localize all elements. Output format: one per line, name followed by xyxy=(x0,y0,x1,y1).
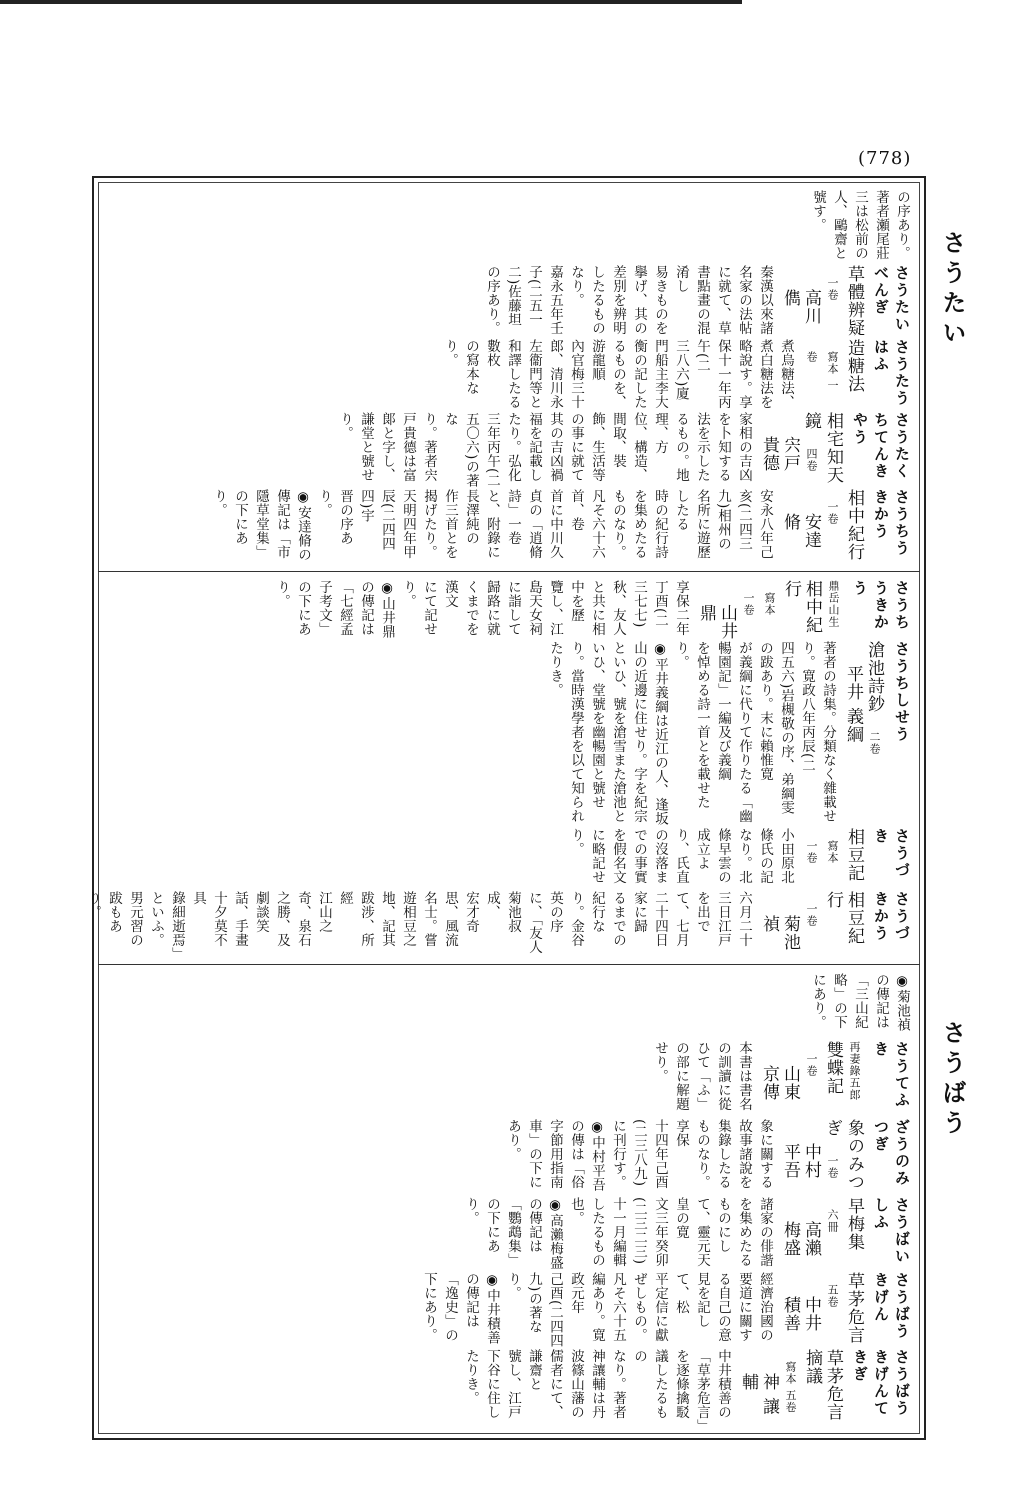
entry-title-prefix: 鼎岳山生 xyxy=(827,580,840,628)
entry-title: 雙蝶記 xyxy=(823,1041,843,1096)
entry-body-line: 號し、江戸下谷に住したりき。 xyxy=(463,1349,521,1420)
band-divider-1 xyxy=(98,571,920,572)
entry-title-line xyxy=(758,412,843,490)
running-head-top: さうたい xyxy=(938,230,967,350)
entry-title-line xyxy=(800,828,864,891)
entry-body-line: 福を記載したり。弘化三年丙午(二五〇六)の著な xyxy=(442,411,542,488)
entry-body-line: 煮烏糖法、煮白糖法を略說す。享保十一年丙午(二 xyxy=(694,339,794,410)
entry-author: 菊池 禎 xyxy=(759,915,800,952)
entry-title-line xyxy=(779,1272,864,1350)
entry-body-line: 己酉(二四四九)の著なり。 xyxy=(505,1271,563,1348)
entry-title: 相宅知天鏡 xyxy=(801,411,843,484)
entry-body-line: 平定信に獻ぜしもの。凡そ六十五編あり。寛政元年 xyxy=(568,1271,668,1342)
entry-body-line: 諸家の俳諧を集めたるものにして、靈元天皇の寛 xyxy=(673,1197,773,1268)
entry-body-line: 小田原北條氏の記なり。北條早雲の成立より、氏直 xyxy=(673,828,794,884)
dictionary-entry xyxy=(112,828,912,891)
entry-heading: さうづき xyxy=(872,828,911,879)
entry-heading: さうたいべんぎ xyxy=(872,264,911,333)
entry-title-line xyxy=(800,339,864,412)
entry-volumes: 六冊 xyxy=(826,1209,839,1234)
entry-body-line: 享保二年丁酉(二三七七)秋、友人と共に相中を歷 xyxy=(568,580,689,636)
entry-body-line: 安永八年己亥(二四三九)相州の名所に遊歷したる xyxy=(673,489,773,560)
entry-body-line: 四五六)岩槻敬の序、弟綱雯の跋あり。末に賴惟寛 xyxy=(757,640,794,815)
entry-body-line: 江山之奇、泉石之勝、及劇談笑話、手畫十夕莫不具 xyxy=(190,891,332,948)
entry-body-line: の寫本なり。 xyxy=(442,339,479,396)
entry-volumes: 寫本 五卷 xyxy=(784,1361,797,1414)
entry-body-line: るまでの紀行なり。金谷英の序に、「友人菊池叔成、 xyxy=(484,891,626,955)
entry-title-line xyxy=(779,1119,864,1197)
entry-author: 宍戸 貴德 xyxy=(759,435,800,472)
dictionary-entry xyxy=(112,339,912,412)
entry-volumes: 一卷 xyxy=(826,501,839,526)
entry-note: ◉中井積善の傳記は「逸史」の下にあり。 xyxy=(421,1271,500,1345)
entry-title: 滄池詩鈔 xyxy=(864,640,884,713)
entry-body-line: にて記せり。 xyxy=(400,580,437,636)
entry-title-line xyxy=(779,489,864,564)
entry-title: 草茅危言摘議 xyxy=(802,1349,843,1422)
entry-title: 相中紀行 xyxy=(844,489,864,562)
entry-title: 相豆紀行 xyxy=(823,891,864,946)
dictionary-entry xyxy=(112,412,912,490)
dictionary-entry xyxy=(85,891,912,957)
entry-volumes: 一卷 xyxy=(826,276,839,301)
dictionary-entry xyxy=(112,1041,912,1119)
entry-note: ◉安逹脩の傳記は「市隱草堂集」の下にあり。 xyxy=(211,489,311,562)
entry-heading: さうづきかう xyxy=(872,891,911,943)
entry-heading: さうちうきかう xyxy=(851,580,911,631)
entry-volumes: 二卷 xyxy=(868,731,881,756)
dictionary-entry xyxy=(112,1272,912,1350)
entry-title-line xyxy=(779,265,864,340)
entry-volumes: 一卷 xyxy=(805,903,818,928)
entry-body-line: なり。著者神讓輔は丹波篠山藩の儒者にて、謙齋と xyxy=(526,1349,626,1420)
entry-body-line: の沒落までの事實を假名文に略記せり。 xyxy=(568,828,668,884)
band-top xyxy=(104,190,912,564)
entry-heading: さうちしせう xyxy=(893,640,911,743)
entry-body-line: 作三首とを揭げたり。天明四年甲辰(二四四四)宇 xyxy=(358,489,458,560)
entry-body-line: り。著者宍戸貴德は富郞と字し、謙堂と號せり。 xyxy=(337,411,437,482)
entry-note: ◉平井義綱は近江の人、逢坂山の近邊に住せり。字を紀宗といひ、號を滄雪また滄池といひ、堂號を幽暢園と號せり。當時漢學者を以て知られたりき。 xyxy=(547,640,668,826)
entry-body-line: 首に中川久貞の「逍脩詩」一卷と、附錄に長澤純の xyxy=(463,489,563,560)
dictionary-entry xyxy=(112,1197,912,1271)
entry-body-line: 六月二十三日江戸を出でて、七月二十四日家に歸 xyxy=(631,891,752,948)
entry-body-line: 著者の詩集。分類なく雜載せり。寛政八年丙辰(二 xyxy=(799,640,836,823)
entry-body-line: 位、構造、間取、裝飾、生活等の事に就て其の吉凶禍 xyxy=(547,411,647,482)
entry-title-line xyxy=(779,1197,864,1271)
dictionary-entry xyxy=(112,580,912,641)
entry-title: 早梅集 xyxy=(844,1197,864,1252)
entry-body-line: 宏才奇思、風流名士。嘗遊相豆之地、記其跋涉、所經 xyxy=(337,891,479,948)
entry-author: 高川 儁 xyxy=(780,288,821,325)
entry-body-line: 三八六)廈門船主李大衡の記したるものを、游龍順 xyxy=(589,339,689,410)
entry-volumes: 一卷 xyxy=(805,1053,818,1078)
entry-body-line: 象に關する故事諸說を集錄したるものなり。享保 xyxy=(673,1118,773,1189)
entry-note: ◉高瀨梅盛の傳記は「鸚鵡集」の下にあり。 xyxy=(463,1197,563,1270)
entry-title: 象のみつぎ xyxy=(822,1118,864,1191)
entry-author: 神 讓輔 xyxy=(738,1373,779,1416)
entry-body-line: 文三年癸卯(二三二三)十一月編輯したるもの也。 xyxy=(568,1197,668,1268)
entry-body-line: 本書は書名の訓讀に從ひて「ふ」の部に解題せり。 xyxy=(652,1041,752,1112)
entry-body-line: 家相の吉凶を卜知する法を示したるもの。地理、方 xyxy=(652,411,752,482)
entry-heading: さうてふき xyxy=(872,1041,911,1110)
entry-author: 高瀨 梅盛 xyxy=(780,1221,821,1258)
entry-title-prefix: 再妻錄五郎 xyxy=(848,1041,861,1102)
dictionary-entry xyxy=(112,1119,912,1197)
entry-body-line: 秦漢以來諸名家の法帖に就て、草書點畫の混淆し xyxy=(673,264,773,335)
entry-author: 中井 積善 xyxy=(780,1295,821,1332)
entry-volumes: 五卷 xyxy=(826,1283,839,1308)
entry-body-line: 嘉永五年壬子(二五一二)佐藤坦の序あり。 xyxy=(484,264,563,335)
entry-volumes: 寫本 一卷 xyxy=(805,840,839,864)
continuation-text: の序あり。著者瀬尾莊三は松前の人、鷗齋と號す。 xyxy=(810,190,910,260)
entry-author: 中村 平吾 xyxy=(780,1142,821,1179)
dictionary-entry xyxy=(112,1349,912,1427)
entry-body-line: 中井積善の「草茅危言」を逐條擒駁議したるもの xyxy=(631,1349,731,1427)
entry-title-line xyxy=(842,641,885,828)
entry-heading: ざうのみつぎ xyxy=(872,1118,911,1187)
entry-author: 山井 鼎 xyxy=(696,604,737,640)
dictionary-entry xyxy=(112,489,912,564)
entry-title: 相豆記 xyxy=(844,828,864,882)
continuation-note: ◉菊池禎の傳記は「三山紀略」の下にあり。 xyxy=(810,973,910,1032)
band-bottom xyxy=(104,973,912,1427)
entry-heading: さうばうきげん xyxy=(872,1271,911,1340)
page-number: (778) xyxy=(858,148,912,169)
entry-heading: さうばうきげんてきぎ xyxy=(851,1349,911,1418)
entry-body-line: 錄細逝焉」といふ。男元習の跋もあり。 xyxy=(85,891,185,955)
entry-body-line: 經濟治國の要道に關する自己の意見を記して、松 xyxy=(673,1271,773,1342)
band-middle xyxy=(85,580,912,957)
entry-note: ◉山井鼎の傳記は「七經孟子考文」の下にあり。 xyxy=(274,580,395,639)
entry-body-line: 易きものを擧げ、其の差別を辨明したるものなり。 xyxy=(568,264,668,335)
entry-body-line: 十四年己酉(二三八九)に刊行す。 xyxy=(610,1118,668,1189)
entry-title: 草體辨疑 xyxy=(844,264,864,337)
entry-title-line xyxy=(737,1349,843,1427)
entry-heading: さうたうはふ xyxy=(872,339,911,408)
entry-heading: さうちうきかう xyxy=(872,489,911,558)
entry-volumes: 寫本 一卷 xyxy=(805,351,839,392)
band-divider-2 xyxy=(98,964,920,965)
top-rule xyxy=(0,0,742,4)
entry-heading: さうばいしふ xyxy=(872,1197,911,1266)
entry-title: 造糖法 xyxy=(844,339,864,394)
entry-body-line: 時の紀行詩を集めたるものなり。凡そ六十六首、卷 xyxy=(568,489,668,560)
dictionary-entry xyxy=(112,641,912,828)
entry-body-line: を悼める詩一首とを載せたり。 xyxy=(673,640,710,809)
entry-title: 草茅危言 xyxy=(844,1271,864,1344)
entry-volumes: 寫本 一卷 xyxy=(742,592,776,616)
entry-volumes: 一卷 xyxy=(826,1155,839,1180)
entry-title-line xyxy=(758,891,864,957)
entry-title-line xyxy=(758,1041,864,1119)
entry-body-line: 內官梅三十郎、清川永左衞門等と和譯したる數枚 xyxy=(484,339,584,410)
dictionary-entry xyxy=(112,265,912,340)
entry-volumes: 四卷 xyxy=(805,448,818,473)
entry-author: 山東 京傳 xyxy=(759,1065,800,1102)
entry-title: 相中紀行 xyxy=(781,580,822,634)
entry-title-line xyxy=(695,580,843,641)
entry-heading: さうたくちてんきやう xyxy=(851,411,911,480)
entry-note: ◉中村平吾の傳は「俗字節用指南車」の下にあり。 xyxy=(505,1118,605,1192)
entry-author: 平井 義綱 xyxy=(843,664,863,744)
entry-author: 安達 脩 xyxy=(780,513,821,550)
entry-body-line: が義綱に代りて作りたる「幽暢園記」一編及び義綱 xyxy=(715,640,752,823)
running-head-bottom: さうばう xyxy=(938,1020,967,1140)
entry-body-line: 晋の序あり。 xyxy=(316,489,353,546)
entry-body-line: 覽し、江島天女祠に詣して歸路に就くまでを漢文 xyxy=(442,580,563,636)
